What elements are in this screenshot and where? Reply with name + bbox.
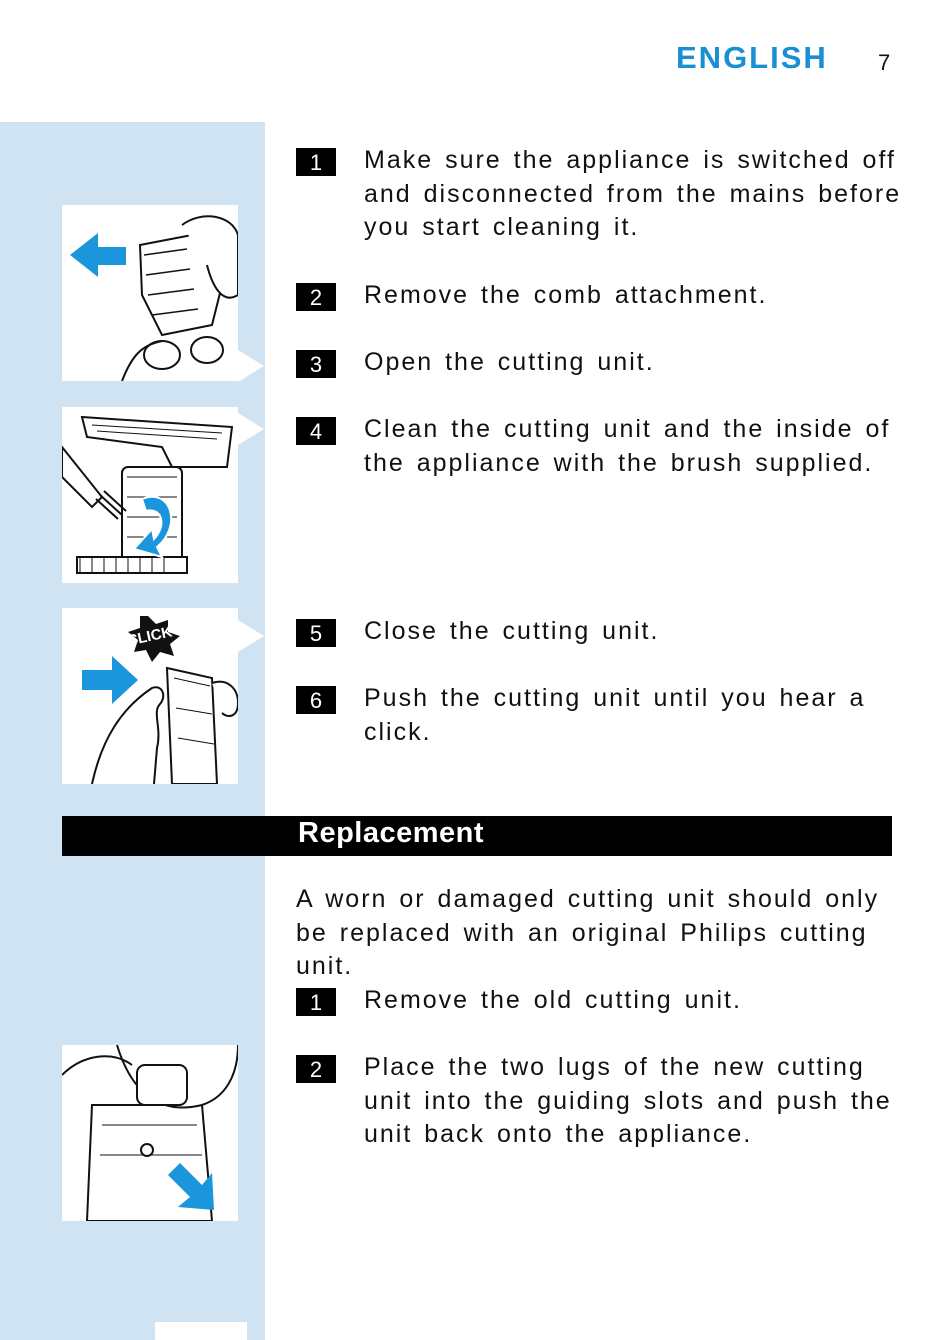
- figure-clean-brush: [62, 407, 238, 583]
- step-number: 2: [296, 283, 336, 311]
- click-label: CLICK: [125, 623, 174, 650]
- section-header-replacement: [62, 816, 892, 856]
- clean-brush-illustration: [62, 407, 238, 583]
- step-number: 1: [296, 148, 336, 176]
- step-text: Make sure the appliance is switched off and disconnected from the mains before you start cleaning it.: [364, 146, 902, 241]
- arrow-left-icon: [70, 233, 126, 277]
- step-text: Clean the cutting unit and the inside of the appliance with the brush supplied.: [364, 415, 891, 477]
- step-number: 6: [296, 686, 336, 714]
- figure-pointer: [238, 413, 264, 445]
- remove-comb-illustration: [62, 205, 238, 381]
- step-text: Place the two lugs of the new cutting unit into the guiding slots and push the unit back onto the appliance.: [364, 1053, 892, 1148]
- section-title: Replacement: [298, 817, 485, 849]
- figure-remove-comb: [62, 205, 238, 381]
- step-number: 4: [296, 417, 336, 445]
- figure-pointer: [238, 350, 264, 382]
- step-text: Close the cutting unit.: [364, 617, 660, 645]
- step-text: Open the cutting unit.: [364, 348, 655, 376]
- figure-close-click: [62, 608, 238, 784]
- figure-replace-unit: [62, 1045, 238, 1221]
- replace-unit-illustration: [62, 1045, 238, 1221]
- header-language: ENGLISH: [676, 40, 828, 75]
- step-text: Remove the comb attachment.: [364, 281, 768, 309]
- figure-pointer: [238, 620, 264, 652]
- close-click-illustration: [62, 608, 238, 784]
- step-text: Push the cutting unit until you hear a click.: [364, 684, 866, 746]
- step-number: 2: [296, 1055, 336, 1083]
- step-number: 5: [296, 619, 336, 647]
- step-text: Remove the old cutting unit.: [364, 986, 742, 1014]
- page-number: 7: [878, 50, 891, 75]
- replacement-intro: A worn or damaged cutting unit should only be replaced with an original Philips cutting unit.: [296, 885, 880, 980]
- arrow-right-icon: [82, 656, 138, 704]
- step-number: 3: [296, 350, 336, 378]
- step-number: 1: [296, 988, 336, 1016]
- footer-strip: [155, 1322, 247, 1340]
